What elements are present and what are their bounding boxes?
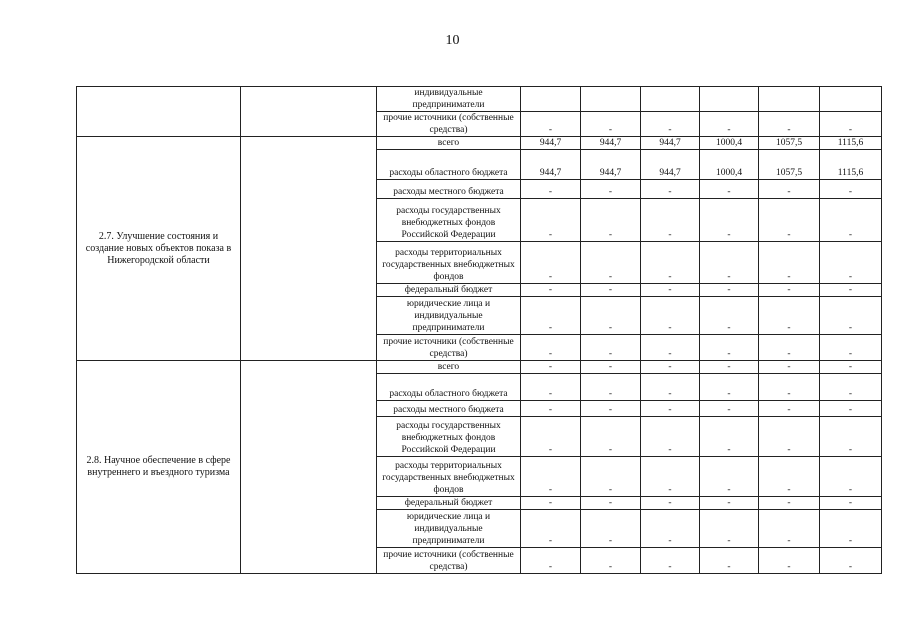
value-cell: - [521, 297, 581, 335]
value-cell: - [521, 112, 581, 137]
value-cell: - [820, 335, 882, 361]
value-cell: - [641, 297, 700, 335]
value-cell: 944,7 [581, 137, 641, 150]
value-cell: - [759, 242, 820, 284]
value-cell: - [521, 401, 581, 417]
value-cell: 944,7 [521, 137, 581, 150]
value-cell: - [759, 510, 820, 548]
value-cell: 944,7 [641, 150, 700, 180]
value-cell: - [641, 497, 700, 510]
value-cell: - [700, 180, 759, 199]
value-cell: - [641, 242, 700, 284]
value-cell: - [581, 548, 641, 574]
value-cell: - [820, 284, 882, 297]
funding-source-cell: федеральный бюджет [377, 284, 521, 297]
value-cell: - [700, 199, 759, 242]
value-cell: - [581, 199, 641, 242]
funding-source-cell: расходы областного бюджета [377, 150, 521, 180]
value-cell: - [700, 510, 759, 548]
value-cell: 944,7 [641, 137, 700, 150]
value-cell: - [521, 374, 581, 401]
funding-source-cell: прочие источники (собственные средства) [377, 335, 521, 361]
value-cell: - [521, 417, 581, 457]
value-cell: - [820, 417, 882, 457]
funding-source-cell: расходы территориальных государственных внебюджетных фондов [377, 242, 521, 284]
value-cell: - [700, 401, 759, 417]
value-cell: 1057,5 [759, 150, 820, 180]
value-cell: 1115,6 [820, 150, 882, 180]
value-cell: - [641, 401, 700, 417]
value-cell: - [641, 199, 700, 242]
executor-cell [241, 87, 377, 137]
value-cell: - [581, 242, 641, 284]
value-cell: - [759, 497, 820, 510]
value-cell: - [759, 457, 820, 497]
table-row [77, 137, 882, 150]
value-cell: - [581, 374, 641, 401]
funding-source-cell: всего [377, 361, 521, 374]
table-row [77, 361, 882, 374]
value-cell: - [820, 180, 882, 199]
funding-source-cell: федеральный бюджет [377, 497, 521, 510]
value-cell: - [700, 112, 759, 137]
value-cell: - [641, 180, 700, 199]
value-cell: - [820, 497, 882, 510]
value-cell: - [700, 457, 759, 497]
value-cell: - [641, 548, 700, 574]
funding-source-cell: расходы территориальных государственных внебюджетных фондов [377, 457, 521, 497]
value-cell: - [700, 497, 759, 510]
funding-source-cell: индивидуальные предприниматели [377, 87, 521, 112]
value-cell [641, 87, 700, 112]
value-cell: - [700, 548, 759, 574]
value-cell: - [581, 361, 641, 374]
value-cell: - [759, 199, 820, 242]
value-cell: 1057,5 [759, 137, 820, 150]
value-cell: - [521, 361, 581, 374]
value-cell: - [759, 335, 820, 361]
value-cell [700, 87, 759, 112]
value-cell: - [641, 335, 700, 361]
table-row [77, 87, 882, 112]
funding-source-cell: юридические лица и индивидуальные предприниматели [377, 297, 521, 335]
value-cell: - [759, 548, 820, 574]
value-cell: - [641, 112, 700, 137]
value-cell: - [521, 242, 581, 284]
value-cell: - [581, 457, 641, 497]
value-cell [820, 87, 882, 112]
value-cell: - [521, 457, 581, 497]
funding-source-cell: юридические лица и индивидуальные предприниматели [377, 510, 521, 548]
event-name-cell [77, 87, 241, 137]
value-cell: - [820, 242, 882, 284]
value-cell: - [581, 180, 641, 199]
value-cell: - [641, 361, 700, 374]
funding-source-cell: расходы государственных внебюджетных фондов Российской Федерации [377, 199, 521, 242]
value-cell: - [700, 242, 759, 284]
value-cell: - [641, 457, 700, 497]
value-cell: - [581, 401, 641, 417]
value-cell: 944,7 [581, 150, 641, 180]
funding-source-cell: прочие источники (собственные средства) [377, 548, 521, 574]
funding-source-cell: всего [377, 137, 521, 150]
value-cell: - [700, 335, 759, 361]
value-cell: 944,7 [521, 150, 581, 180]
funding-source-cell: прочие источники (собственные средства) [377, 112, 521, 137]
funding-source-cell: расходы областного бюджета [377, 374, 521, 401]
value-cell: - [820, 510, 882, 548]
value-cell: - [759, 112, 820, 137]
value-cell: - [759, 297, 820, 335]
value-cell: - [581, 335, 641, 361]
value-cell: - [521, 180, 581, 199]
value-cell: 1115,6 [820, 137, 882, 150]
value-cell: - [581, 497, 641, 510]
value-cell: - [700, 361, 759, 374]
executor-cell [241, 137, 377, 361]
value-cell: - [581, 284, 641, 297]
value-cell [521, 87, 581, 112]
value-cell: - [641, 510, 700, 548]
value-cell: - [700, 297, 759, 335]
value-cell: - [581, 510, 641, 548]
funding-source-cell: расходы государственных внебюджетных фондов Российской Федерации [377, 417, 521, 457]
value-cell: - [521, 199, 581, 242]
value-cell: - [820, 374, 882, 401]
value-cell: - [641, 417, 700, 457]
value-cell: - [521, 335, 581, 361]
value-cell: - [521, 497, 581, 510]
page-number: 10 [445, 33, 460, 48]
value-cell: - [820, 112, 882, 137]
funding-table [76, 86, 882, 574]
value-cell: - [759, 180, 820, 199]
value-cell: - [820, 457, 882, 497]
value-cell: - [581, 417, 641, 457]
value-cell: - [820, 361, 882, 374]
funding-source-cell: расходы местного бюджета [377, 180, 521, 199]
value-cell: 1000,4 [700, 150, 759, 180]
value-cell: - [521, 548, 581, 574]
value-cell: - [759, 374, 820, 401]
value-cell: - [820, 199, 882, 242]
value-cell: - [581, 297, 641, 335]
value-cell: - [759, 417, 820, 457]
value-cell: - [820, 401, 882, 417]
funding-source-cell: расходы местного бюджета [377, 401, 521, 417]
value-cell: - [759, 284, 820, 297]
event-name-cell: 2.8. Научное обеспечение в сфере внутреннего и въездного туризма [77, 361, 241, 574]
value-cell: - [759, 361, 820, 374]
value-cell: - [700, 284, 759, 297]
value-cell: - [700, 374, 759, 401]
value-cell: - [641, 284, 700, 297]
value-cell: - [820, 548, 882, 574]
value-cell: - [521, 510, 581, 548]
value-cell: - [641, 374, 700, 401]
value-cell: - [581, 112, 641, 137]
value-cell: - [700, 417, 759, 457]
executor-cell [241, 361, 377, 574]
event-name-cell: 2.7. Улучшение состояния и создание новых объектов показа в Нижегородской области [77, 137, 241, 361]
value-cell: 1000,4 [700, 137, 759, 150]
value-cell: - [521, 284, 581, 297]
value-cell: - [759, 401, 820, 417]
value-cell [759, 87, 820, 112]
value-cell [581, 87, 641, 112]
value-cell: - [820, 297, 882, 335]
